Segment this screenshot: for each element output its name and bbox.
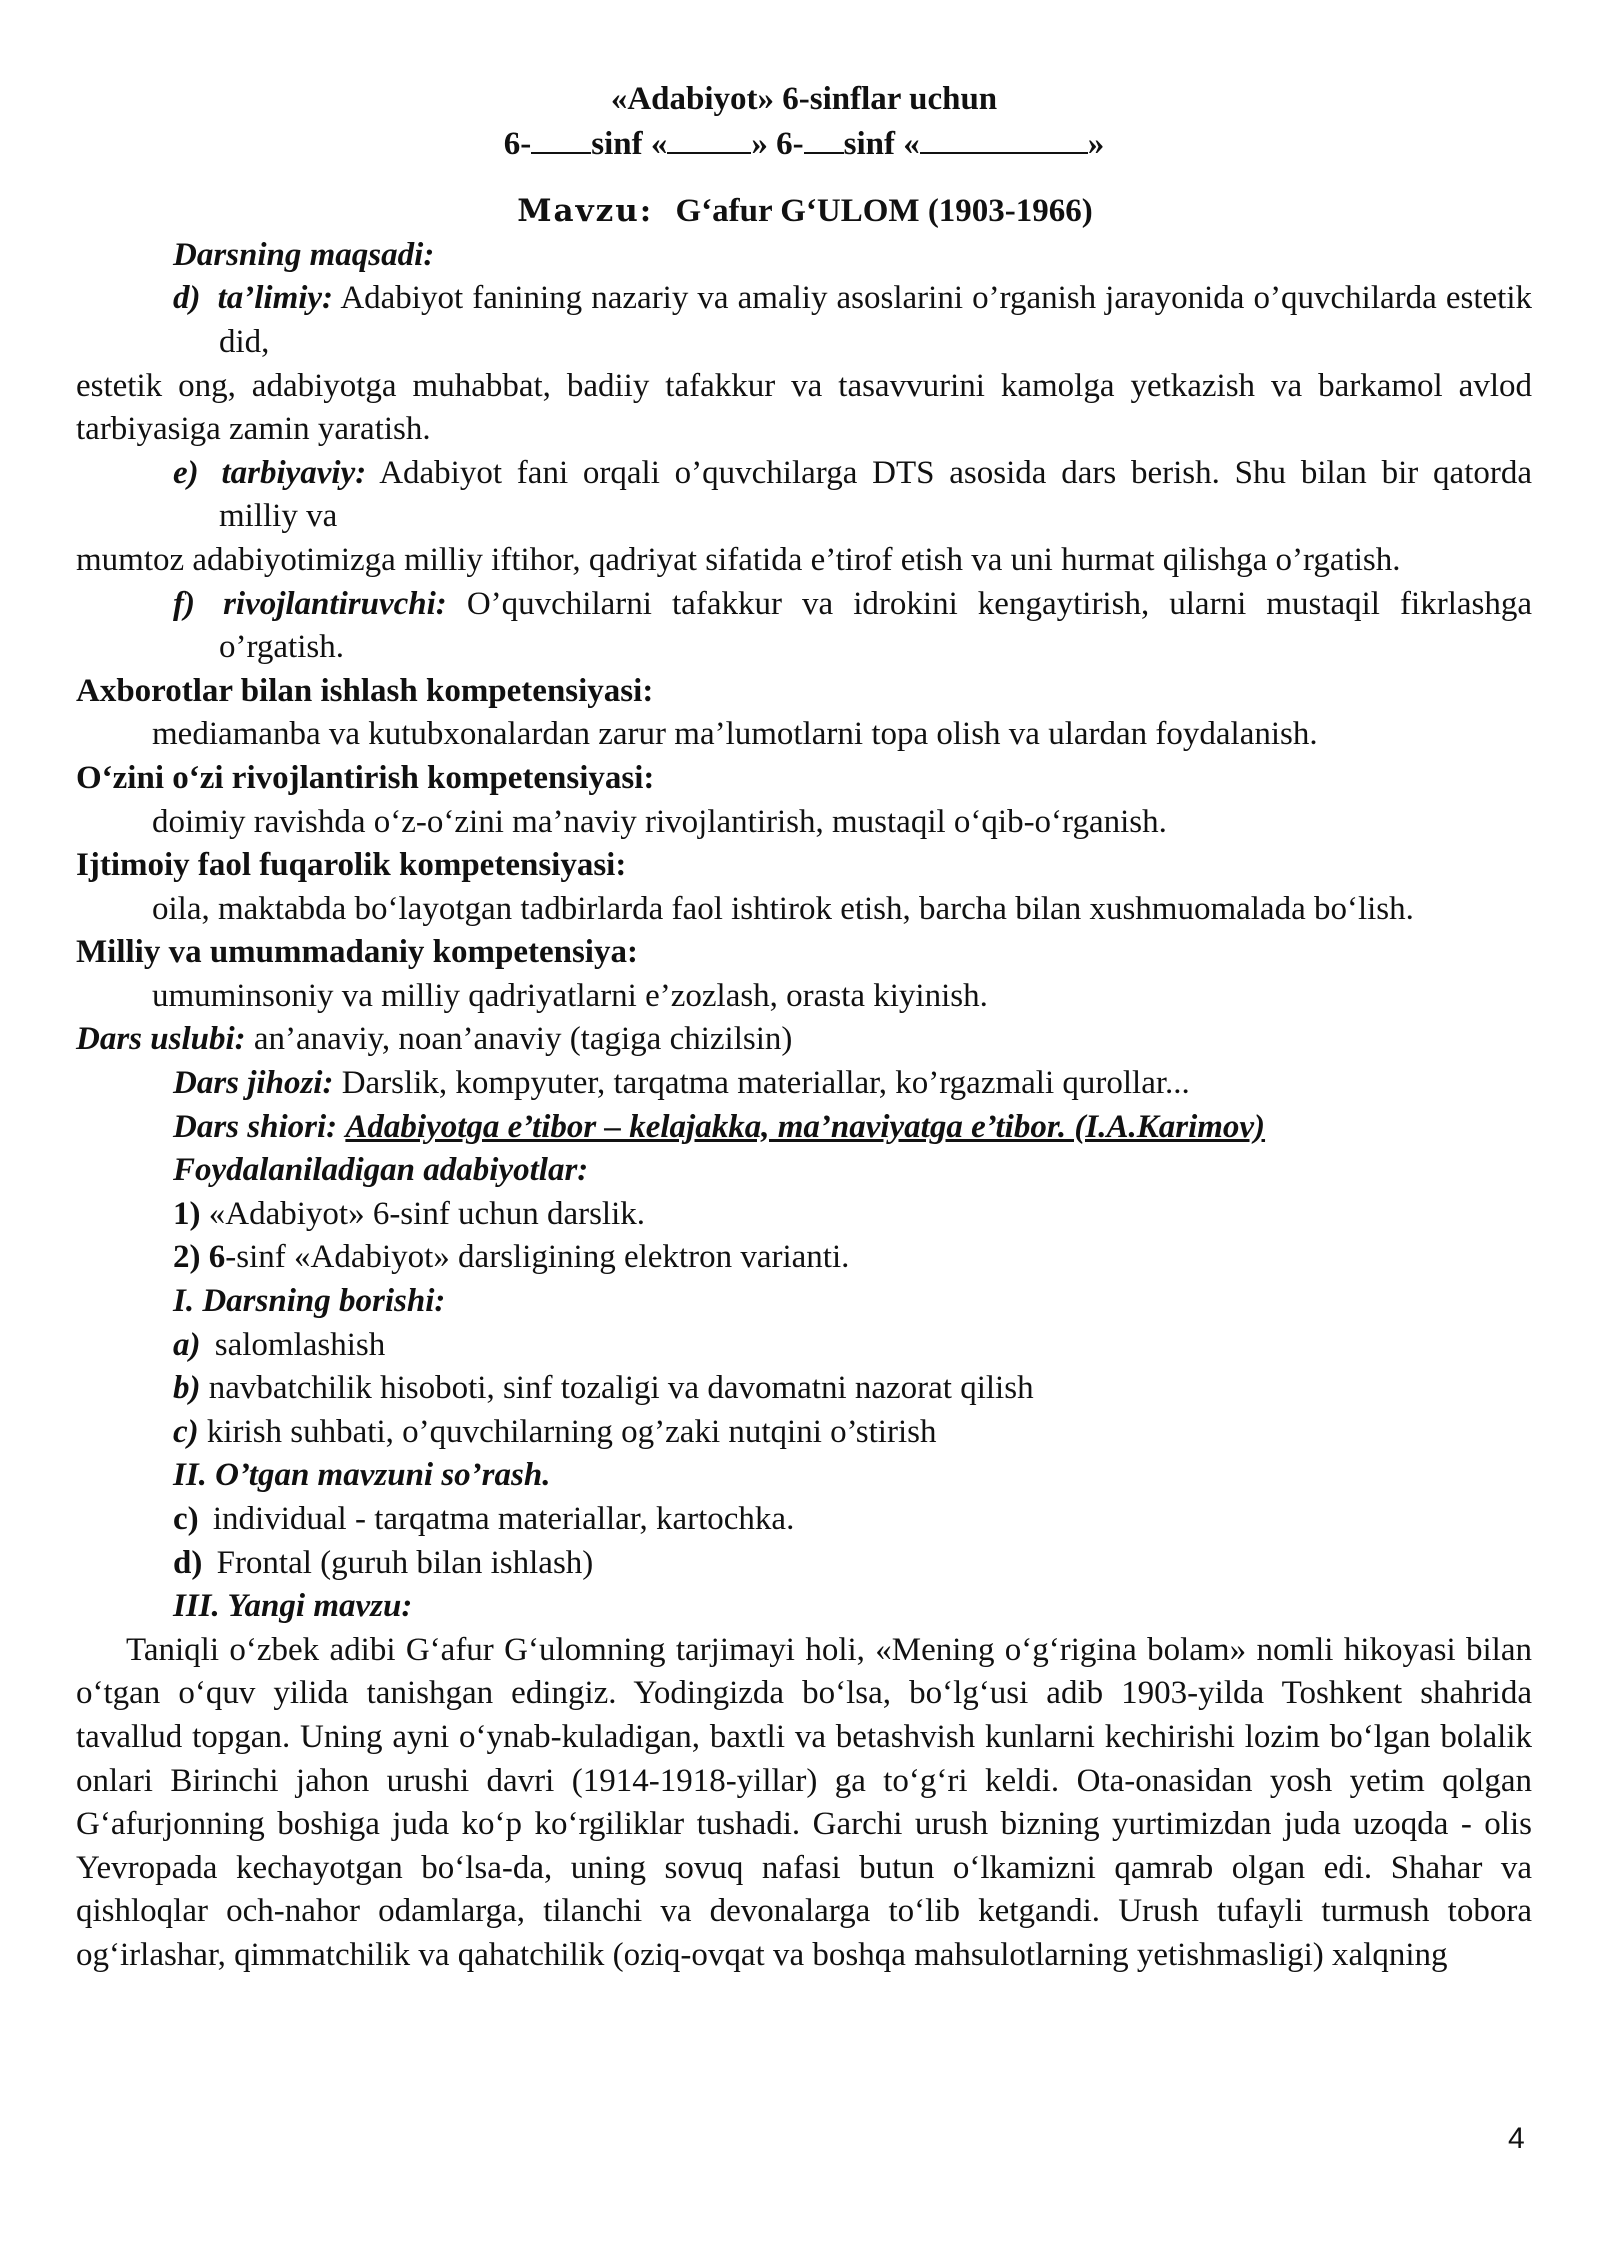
reference-number-bold: 6 — [208, 1239, 226, 1276]
competency-text: doimiy ravishda o‘z-o‘zini ma’naviy rivojlantirish, mustaqil o‘qib-o‘rganish. — [152, 803, 1167, 840]
reference-number: 2) — [173, 1239, 201, 1276]
class-blank-2 — [667, 122, 751, 154]
process-item-text: navbatchilik hisoboti, sinf tozaligi va davomatni nazorat qilish — [208, 1370, 1034, 1407]
process-item-marker: c) — [173, 1501, 199, 1537]
goal-f-label: rivojlantiruvchi: — [223, 585, 447, 622]
process-item — [76, 1411, 1532, 1455]
class-word-2: sinf « — [843, 125, 920, 162]
goal-d — [76, 277, 1532, 364]
reference-text: «Adabiyot» 6-sinf uchun darslik. — [208, 1195, 646, 1232]
goal-e-marker: e) — [173, 454, 199, 491]
reference-item — [76, 1193, 1532, 1237]
goal-f — [76, 583, 1532, 670]
lesson-equipment — [76, 1062, 1532, 1106]
lesson-equipment-text: Darslik, kompyuter, tarqatma materiallar, ko’rgazmali qurollar... — [341, 1065, 1190, 1102]
reference-item — [76, 1236, 1532, 1280]
process-item — [76, 1324, 1532, 1368]
competency-title: O‘zini o‘zi rivojlantirish kompetensiyasi: — [76, 759, 655, 796]
class-close: » — [1087, 125, 1105, 162]
goal-e-text: Adabiyot fani orqali o’quvchilarga DTS asosida dars berish. Shu bilan bir qatorda milliy va — [219, 454, 1532, 535]
process-item — [76, 1367, 1532, 1411]
goal-e — [76, 452, 1532, 539]
goal-d-label: ta’limiy: — [217, 280, 334, 317]
topic-label: Mavzu: — [517, 193, 654, 230]
goals-heading: Darsning maqsadi: — [173, 236, 435, 273]
competency-text: oila, maktabda bo‘layotgan tadbirlarda faol ishtirok etish, barcha bilan xushmuomalada bo‘lish. — [152, 890, 1414, 927]
lesson-style-text: an’anaviy, noan’anaviy (tagiga chizilsin) — [253, 1021, 793, 1058]
lesson-style-label: Dars uslubi: — [76, 1021, 246, 1058]
competency-title: Axborotlar bilan ishlash kompetensiyasi: — [76, 672, 654, 709]
process-heading-2: II. O’tgan mavzuni so’rash. — [173, 1457, 551, 1494]
process-item-text: Frontal (guruh bilan ishlash) — [216, 1544, 594, 1581]
process-item — [76, 1498, 1532, 1542]
process-item-marker: c) — [173, 1413, 199, 1450]
lesson-motto-label: Dars shiori: — [173, 1108, 338, 1145]
class-prefix-1: 6- — [503, 125, 532, 162]
header-class-line — [76, 122, 1532, 167]
goal-e-continuation: mumtoz adabiyotimizga milliy iftihor, qadriyat sifatida e’tirof etish va uni hurmat qilishga o’rgatish. — [76, 541, 1401, 578]
process-heading-1: I. Darsning borishi: — [173, 1283, 446, 1320]
competency-title: Ijtimoiy faol fuqarolik kompetensiyasi: — [76, 847, 627, 884]
class-prefix-2: » 6- — [751, 125, 804, 162]
competency-text: umuminsoniy va milliy qadriyatlarni e’zozlash, orasta kiyinish. — [152, 977, 988, 1014]
goal-d-marker: d) — [173, 280, 201, 317]
goal-f-marker: f) — [173, 585, 195, 622]
lesson-style — [76, 1018, 1532, 1062]
lesson-equipment-label: Dars jihozi: — [173, 1065, 334, 1102]
goal-d-continuation: estetik ong, adabiyotga muhabbat, badiiy tafakkur va tasavvurini kamolga yetkazish va barkamol avlod tarbiyasiga zamin yaratish. — [76, 367, 1532, 448]
process-item-marker: b) — [173, 1370, 201, 1407]
lesson-motto-text: Adabiyotga e’tibor – kelajakka, ma’naviyatga e’tibor. (I.A.Karimov) — [345, 1108, 1266, 1145]
goal-e-label: tarbiyaviy: — [221, 454, 367, 491]
goal-d-text: Adabiyot fanining nazariy va amaliy asoslarini o’rganish jarayonida o’quvchilarda estetik did, — [219, 280, 1533, 360]
class-blank-1 — [531, 122, 591, 154]
competency-title: Milliy va umummadaniy kompetensiya: — [76, 934, 638, 971]
process-item-marker: d) — [173, 1544, 203, 1581]
topic-title: G‘afur G‘ULOM (1903-1966) — [675, 193, 1093, 230]
process-item-marker: a) — [173, 1326, 201, 1363]
process-heading-3: III. Yangi mavzu: — [173, 1588, 413, 1625]
page-number: 4 — [1508, 2122, 1525, 2155]
class-blank-3 — [804, 122, 844, 154]
process-item — [76, 1542, 1532, 1586]
reference-text: -sinf «Adabiyot» darsligining elektron varianti. — [225, 1239, 850, 1276]
lesson-motto — [76, 1106, 1532, 1150]
topic-line — [76, 190, 1532, 234]
page-content — [76, 78, 1532, 1978]
header-title: «Adabiyot» 6-sinflar uchun — [610, 81, 998, 117]
process-item-text: salomlashish — [214, 1326, 386, 1363]
references-heading: Foydalaniladigan adabiyotlar: — [173, 1152, 589, 1189]
class-blank-4 — [920, 122, 1088, 154]
process-item-text: individual - tarqatma materiallar, kartochka. — [212, 1501, 795, 1537]
competency-text: mediamanba va kutubxonalardan zarur ma’lumotlarni topa olish va ulardan foydalanish. — [152, 716, 1318, 753]
reference-number: 1) — [173, 1195, 201, 1232]
process-item-text: kirish suhbati, o’quvchilarning og’zaki nutqini o’stirish — [206, 1413, 937, 1450]
body-paragraph: Taniqli o‘zbek adibi G‘afur G‘ulomning tarjimayi holi, «Mening o‘g‘rigina bolam» nomli hikoyasi bilan o‘tgan o‘quv yilida tanishgan edingiz. Yodingizda bo‘lsa, bo‘lg‘usi adib 1903-yilda Toshkent shahrida tavallud topgan. Uning ayni o‘ynab-kuladigan, baxtli va betashvish kunlarni kechirishi lozim bo‘lgan bolalik onlari Birinchi jahon urushi davri (1914-1918-yillar) ga to‘g‘ri keldi. Ota-onasidan yosh yetim qolgan G‘afurjonning boshiga juda ko‘p ko‘rgiliklar tushadi. Garchi urush bizning yurtimizdan juda uzoqda - olis Yevropada kechayotgan bo‘lsa-da, uning sovuq nafasi butun o‘lkamizni qamrab olgan edi. Shahar va qishloqlar och-nahor odamlarga, tilanchi va devonalarga to‘lib ketgandi. Urush tufayli turmush tobora og‘irlashar, qimmatchilik va qahatchilik (oziq-ovqat va boshqa mahsulotlarning yetishmasligi) xalqning — [76, 1631, 1532, 1973]
goal-f-text: O’quvchilarni tafakkur va idrokini kengaytirish, ularni mustaqil fikrlashga o’rgatish. — [219, 585, 1532, 666]
class-word-1: sinf « — [591, 125, 668, 162]
